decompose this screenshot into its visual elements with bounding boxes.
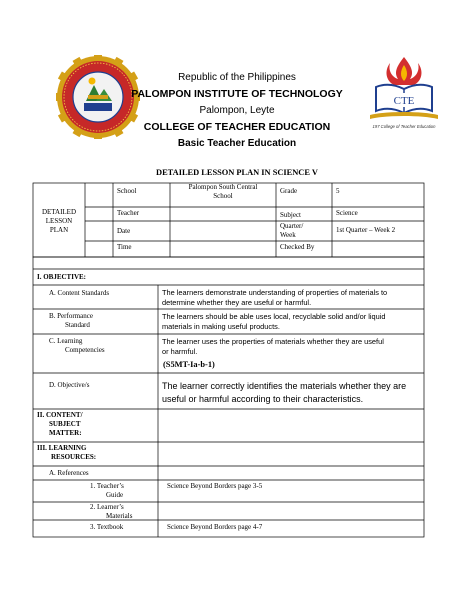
lesson-plan-label: DETAILED LESSON PLAN: [41, 208, 77, 234]
date-label: Date: [117, 227, 131, 235]
textbook-value: Science Beyond Borders page 4-7: [167, 523, 263, 531]
references-label: A. References: [49, 469, 89, 477]
college-name: COLLEGE OF TEACHER EDUCATION: [143, 121, 331, 133]
objective-heading: I. OBJECTIVE:: [37, 273, 87, 281]
document-title: DETAILED LESSON PLAN IN SCIENCE V: [156, 168, 318, 177]
subject-value: Science: [336, 209, 358, 217]
content-subject-matter-label: II. CONTENT/ SUBJECT MATTER:: [37, 411, 83, 437]
teachers-guide-value: Science Beyond Borders page 3-5: [167, 482, 263, 490]
learners-materials-label: 2. Learner’s Materials: [90, 503, 133, 520]
cte-caption: 197 College of Teacher Education: [372, 124, 436, 129]
learning-competency-code: (S5MT-Ia-b-1): [163, 360, 215, 369]
content-standards-label: A. Content Standards: [49, 289, 110, 297]
school-value: Palompon South Central School: [188, 183, 258, 200]
objectives-text: The learner correctly identifies the materials whether they are useful or harmful according to their characteristics.: [162, 381, 407, 404]
learning-competencies-text: The learner uses the properties of materials whether they are useful or harmful.: [162, 337, 384, 356]
subject-label: Subject: [280, 211, 301, 219]
teacher-label: Teacher: [117, 209, 140, 217]
school-label: School: [117, 187, 137, 195]
learning-competencies-label: C. Learning Competencies: [49, 337, 105, 354]
teachers-guide-label: 1. Teacher’s Guide: [90, 482, 124, 499]
checked-by-label: Checked By: [280, 243, 315, 251]
grade-value: 5: [336, 187, 340, 195]
learning-resources-label: III. LEARNING RESOURCES:: [37, 444, 97, 461]
cte-acronym: CTE: [393, 95, 415, 107]
quarter-week-label: Quarter/ Week: [280, 222, 304, 239]
institute-name: PALOMPON INSTITUTE OF TECHNOLOGY: [131, 88, 343, 100]
content-standards-text: The learners demonstrate understanding of properties of materials to determine whether they are useful or harmful.: [162, 288, 388, 307]
republic-line: Republic of the Philippines: [178, 72, 296, 83]
department-name: Basic Teacher Education: [177, 138, 297, 149]
performance-standard-label: B. Performance Standard: [49, 312, 93, 329]
quarter-week-value: 1st Quarter – Week 2: [336, 226, 396, 234]
performance-standard-text: The learners should be able uses local, recyclable solid and/or liquid materials in making useful products.: [162, 312, 386, 331]
textbook-label: 3. Textbook: [90, 523, 124, 531]
objectives-label: D. Objective/s: [49, 381, 90, 389]
time-label: Time: [117, 243, 132, 251]
grade-label: Grade: [280, 187, 298, 195]
institute-location: Palompon, Leyte: [199, 105, 275, 116]
